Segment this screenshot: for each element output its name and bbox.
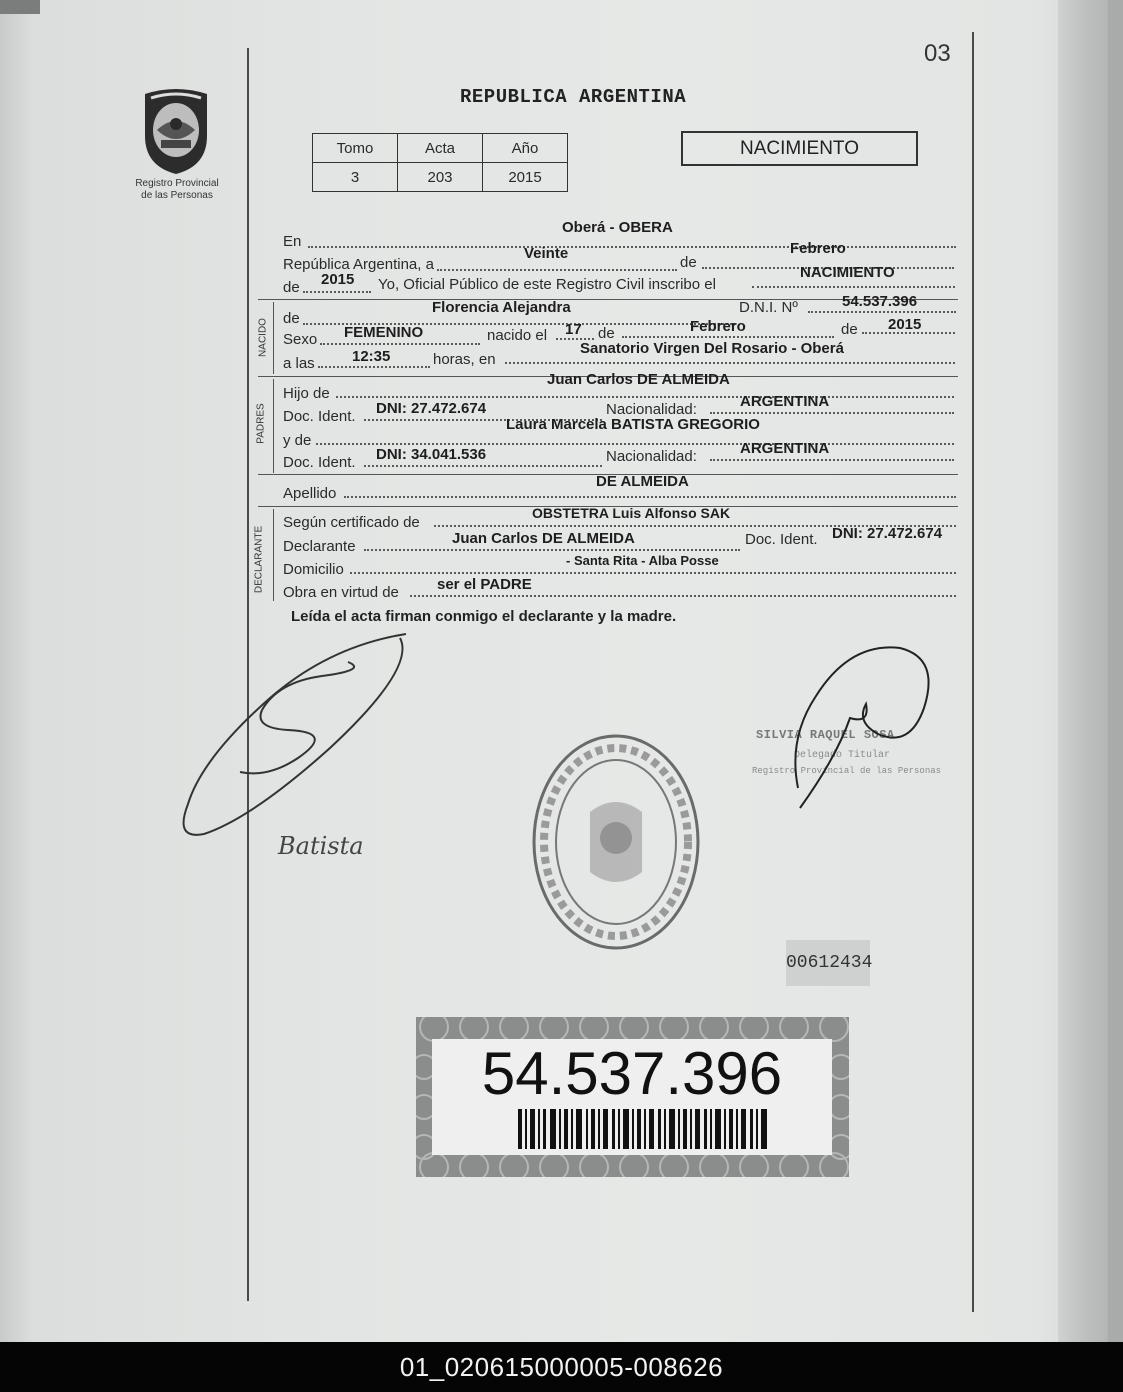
dotted-line <box>308 246 956 248</box>
footer-file-code: 01_020615000005-008626 <box>0 1342 1123 1392</box>
surname: DE ALMEIDA <box>596 473 689 490</box>
section-bracket <box>273 509 274 601</box>
doc-ident-label: Doc. Ident. <box>283 454 356 471</box>
serial-number: 00612434 <box>786 940 870 986</box>
closing-statement: Leída el acta firman conmigo el declarante y la madre. <box>291 608 677 625</box>
declarant-doc: DNI: 27.472.674 <box>832 525 943 542</box>
father-nationality: ARGENTINA <box>740 393 830 410</box>
dni-security-seal <box>416 1017 849 1177</box>
mother-nationality: ARGENTINA <box>740 440 830 457</box>
obra-label: Obra en virtud de <box>283 584 399 601</box>
officer-name: SILVIA RAQUEL SOSA <box>756 728 895 742</box>
republica-label: República Argentina, a <box>283 256 434 273</box>
sexo-label: Sexo <box>283 331 318 348</box>
record-header-ano: Año <box>483 134 568 163</box>
officer-title: Delegado Titular <box>794 750 891 761</box>
de-label: de <box>598 325 615 342</box>
dotted-line <box>710 459 954 461</box>
certificate-issuer: OBSTETRA Luis Alfonso SAK <box>532 505 731 521</box>
declarant-capacity: ser el PADRE <box>437 576 532 593</box>
document-title: REPUBLICA ARGENTINA <box>460 86 687 108</box>
dotted-line <box>364 465 602 467</box>
declarante-label: Declarante <box>283 538 356 555</box>
birth-day: 17 <box>565 321 582 338</box>
intro-event: NACIMIENTO <box>800 264 895 281</box>
child-dni: 54.537.396 <box>842 293 918 310</box>
officer-signature-scrawl <box>790 638 930 818</box>
dotted-line <box>344 496 956 498</box>
nacionalidad-label: Nacionalidad: <box>606 448 697 465</box>
inscribo-label: Yo, Oficial Público de este Registro Civil inscribo el <box>378 276 716 293</box>
declarante-section-label: DECLARANTE <box>253 525 265 594</box>
doc-ident-label: Doc. Ident. <box>283 408 356 425</box>
officer-office: Registro Provincial de las Personas <box>752 766 942 776</box>
record-value-acta: 203 <box>398 163 483 192</box>
dotted-line <box>437 269 677 271</box>
nacido-de-label: de <box>283 310 300 327</box>
y-de-label: y de <box>283 432 312 449</box>
doc-ident-label: Doc. Ident. <box>745 531 818 548</box>
en-label: En <box>283 233 302 250</box>
record-value-ano: 2015 <box>483 163 568 192</box>
dotted-line <box>303 291 371 293</box>
dotted-line <box>410 595 956 597</box>
mother-signature-name: Batista <box>278 832 364 860</box>
declarant-address: - Santa Rita - Alba Posse <box>566 553 719 568</box>
intro-month: Febrero <box>790 240 846 257</box>
intro-day: Veinte <box>524 245 569 262</box>
birth-year: 2015 <box>888 316 922 333</box>
mother-signature-scrawl <box>180 628 412 838</box>
dotted-line <box>318 366 430 368</box>
father-name: Juan Carlos DE ALMEIDA <box>547 371 730 388</box>
certificado-label: Según certificado de <box>283 514 420 531</box>
intro-place: Oberá - OBERA <box>562 219 673 236</box>
domicilio-label: Domicilio <box>283 561 344 578</box>
record-header-acta: Acta <box>398 134 483 163</box>
scan-artifact <box>0 0 40 14</box>
birth-month: Febrero <box>690 318 746 335</box>
record-header-tomo: Tomo <box>313 134 398 163</box>
hijo-de-label: Hijo de <box>283 385 330 402</box>
birth-time: 12:35 <box>352 348 391 365</box>
right-margin-line <box>972 32 974 1312</box>
birth-place: Sanatorio Virgen Del Rosario - Oberá <box>580 340 844 357</box>
page-edge-right <box>1108 0 1123 1342</box>
dotted-line <box>622 336 834 338</box>
declarant-name: Juan Carlos DE ALMEIDA <box>452 530 635 547</box>
registry-oval-stamp <box>530 732 702 952</box>
padres-section-label: PADRES <box>255 403 267 444</box>
section-bracket <box>273 302 274 374</box>
de-label: de <box>680 254 697 271</box>
dotted-line <box>316 443 954 445</box>
dotted-line <box>364 549 740 551</box>
child-name: Florencia Alejandra <box>432 299 571 316</box>
nacionalidad-label: Nacionalidad: <box>606 401 697 418</box>
nacido-el-label: nacido el <box>487 327 548 344</box>
dotted-line <box>320 343 480 345</box>
apellido-label: Apellido <box>283 485 337 502</box>
intro-year: 2015 <box>321 271 355 288</box>
dotted-line <box>336 396 954 398</box>
dotted-line <box>808 311 956 313</box>
mother-doc: DNI: 34.041.536 <box>376 446 487 463</box>
record-type-box: NACIMIENTO <box>681 131 918 166</box>
section-bracket <box>273 379 274 473</box>
record-table <box>312 133 568 192</box>
horas-en-label: horas, en <box>433 351 496 368</box>
de-label: de <box>841 321 858 338</box>
de2-label: de <box>283 279 300 296</box>
father-doc: DNI: 27.472.674 <box>376 400 487 417</box>
seal-dni-number: 54.537.396 <box>481 1040 783 1107</box>
record-value-tomo: 3 <box>313 163 398 192</box>
dotted-line <box>752 286 955 288</box>
child-sex: FEMENINO <box>344 324 424 341</box>
dotted-line <box>350 572 956 574</box>
page-number: 03 <box>924 40 951 67</box>
nacido-section-label: NACIDO <box>257 318 269 357</box>
province-crest-icon <box>137 86 215 176</box>
dni-label: D.N.I. Nº <box>739 299 798 316</box>
barcode-graphic <box>518 1109 768 1149</box>
mother-name: Laura Marcela BATISTA GREGORIO <box>506 416 760 433</box>
seal-inner-panel <box>432 1039 832 1155</box>
dotted-line <box>710 412 954 414</box>
crest-label: Registro Provincial de las Personas <box>135 178 219 201</box>
dotted-line <box>505 362 955 364</box>
a-las-label: a las <box>283 355 315 372</box>
